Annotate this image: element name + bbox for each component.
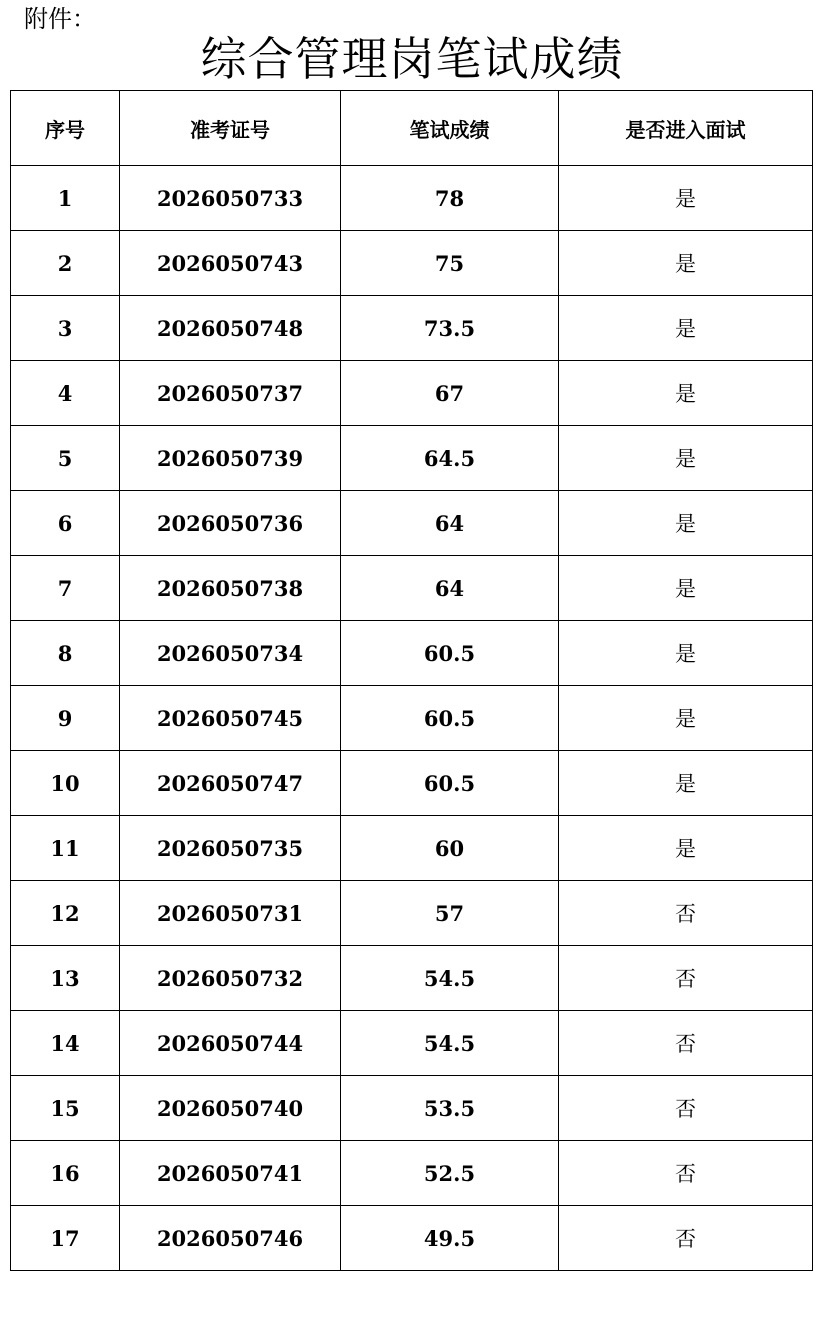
cell-written-score: 57 <box>341 881 559 946</box>
header-exam-id: 准考证号 <box>120 91 341 166</box>
cell-interview-status: 是 <box>559 296 813 361</box>
table-row <box>11 231 813 296</box>
cell-interview-status: 否 <box>559 946 813 1011</box>
attachment-label: 附件： <box>24 5 96 33</box>
cell-exam-id: 2026050746 <box>120 1206 341 1271</box>
cell-written-score: 67 <box>341 361 559 426</box>
table-row <box>11 621 813 686</box>
table-row <box>11 556 813 621</box>
table-row <box>11 946 813 1011</box>
header-written-score: 笔试成绩 <box>341 91 559 166</box>
table-row <box>11 361 813 426</box>
cell-interview-status: 否 <box>559 1141 813 1206</box>
table-row <box>11 1011 813 1076</box>
cell-interview-status: 否 <box>559 881 813 946</box>
cell-written-score: 53.5 <box>341 1076 559 1141</box>
cell-exam-id: 2026050735 <box>120 816 341 881</box>
cell-written-score: 64 <box>341 491 559 556</box>
cell-interview-status: 否 <box>559 1206 813 1271</box>
cell-written-score: 52.5 <box>341 1141 559 1206</box>
cell-exam-id: 2026050737 <box>120 361 341 426</box>
table-row <box>11 1206 813 1271</box>
table-row <box>11 816 813 881</box>
cell-written-score: 60.5 <box>341 751 559 816</box>
cell-exam-id: 2026050739 <box>120 426 341 491</box>
cell-serial-number: 17 <box>11 1206 120 1271</box>
cell-exam-id: 2026050744 <box>120 1011 341 1076</box>
table-header <box>11 91 813 166</box>
score-table <box>10 90 813 1271</box>
table-row <box>11 1076 813 1141</box>
table-row <box>11 426 813 491</box>
cell-serial-number: 1 <box>11 166 120 231</box>
cell-serial-number: 8 <box>11 621 120 686</box>
cell-exam-id: 2026050732 <box>120 946 341 1011</box>
cell-serial-number: 9 <box>11 686 120 751</box>
cell-interview-status: 否 <box>559 1076 813 1141</box>
cell-exam-id: 2026050740 <box>120 1076 341 1141</box>
cell-exam-id: 2026050734 <box>120 621 341 686</box>
cell-interview-status: 否 <box>559 1011 813 1076</box>
cell-interview-status: 是 <box>559 361 813 426</box>
cell-exam-id: 2026050733 <box>120 166 341 231</box>
cell-exam-id: 2026050743 <box>120 231 341 296</box>
cell-serial-number: 6 <box>11 491 120 556</box>
table-body <box>11 166 813 1271</box>
table-row <box>11 296 813 361</box>
cell-interview-status: 是 <box>559 166 813 231</box>
cell-exam-id: 2026050741 <box>120 1141 341 1206</box>
table-row <box>11 166 813 231</box>
cell-interview-status: 是 <box>559 426 813 491</box>
table-row <box>11 751 813 816</box>
cell-written-score: 73.5 <box>341 296 559 361</box>
table-row <box>11 491 813 556</box>
table-row <box>11 686 813 751</box>
table-row <box>11 881 813 946</box>
cell-interview-status: 是 <box>559 816 813 881</box>
cell-serial-number: 5 <box>11 426 120 491</box>
cell-exam-id: 2026050731 <box>120 881 341 946</box>
document-title: 综合管理岗笔试成绩 <box>200 32 624 86</box>
cell-serial-number: 11 <box>11 816 120 881</box>
cell-interview-status: 是 <box>559 621 813 686</box>
cell-interview-status: 是 <box>559 231 813 296</box>
table-row <box>11 1141 813 1206</box>
cell-exam-id: 2026050745 <box>120 686 341 751</box>
cell-serial-number: 15 <box>11 1076 120 1141</box>
cell-serial-number: 10 <box>11 751 120 816</box>
cell-written-score: 54.5 <box>341 1011 559 1076</box>
cell-exam-id: 2026050738 <box>120 556 341 621</box>
cell-serial-number: 3 <box>11 296 120 361</box>
cell-interview-status: 是 <box>559 686 813 751</box>
cell-exam-id: 2026050747 <box>120 751 341 816</box>
cell-serial-number: 4 <box>11 361 120 426</box>
cell-written-score: 60.5 <box>341 621 559 686</box>
cell-exam-id: 2026050736 <box>120 491 341 556</box>
cell-serial-number: 2 <box>11 231 120 296</box>
cell-written-score: 54.5 <box>341 946 559 1011</box>
cell-serial-number: 16 <box>11 1141 120 1206</box>
cell-serial-number: 14 <box>11 1011 120 1076</box>
cell-written-score: 75 <box>341 231 559 296</box>
cell-interview-status: 是 <box>559 491 813 556</box>
cell-written-score: 49.5 <box>341 1206 559 1271</box>
header-row <box>11 91 813 166</box>
cell-serial-number: 12 <box>11 881 120 946</box>
cell-exam-id: 2026050748 <box>120 296 341 361</box>
header-serial-number: 序号 <box>11 91 120 166</box>
cell-written-score: 64 <box>341 556 559 621</box>
cell-written-score: 60.5 <box>341 686 559 751</box>
cell-serial-number: 13 <box>11 946 120 1011</box>
cell-serial-number: 7 <box>11 556 120 621</box>
cell-written-score: 60 <box>341 816 559 881</box>
cell-written-score: 78 <box>341 166 559 231</box>
header-interview-status: 是否进入面试 <box>559 91 813 166</box>
cell-interview-status: 是 <box>559 751 813 816</box>
cell-written-score: 64.5 <box>341 426 559 491</box>
cell-interview-status: 是 <box>559 556 813 621</box>
